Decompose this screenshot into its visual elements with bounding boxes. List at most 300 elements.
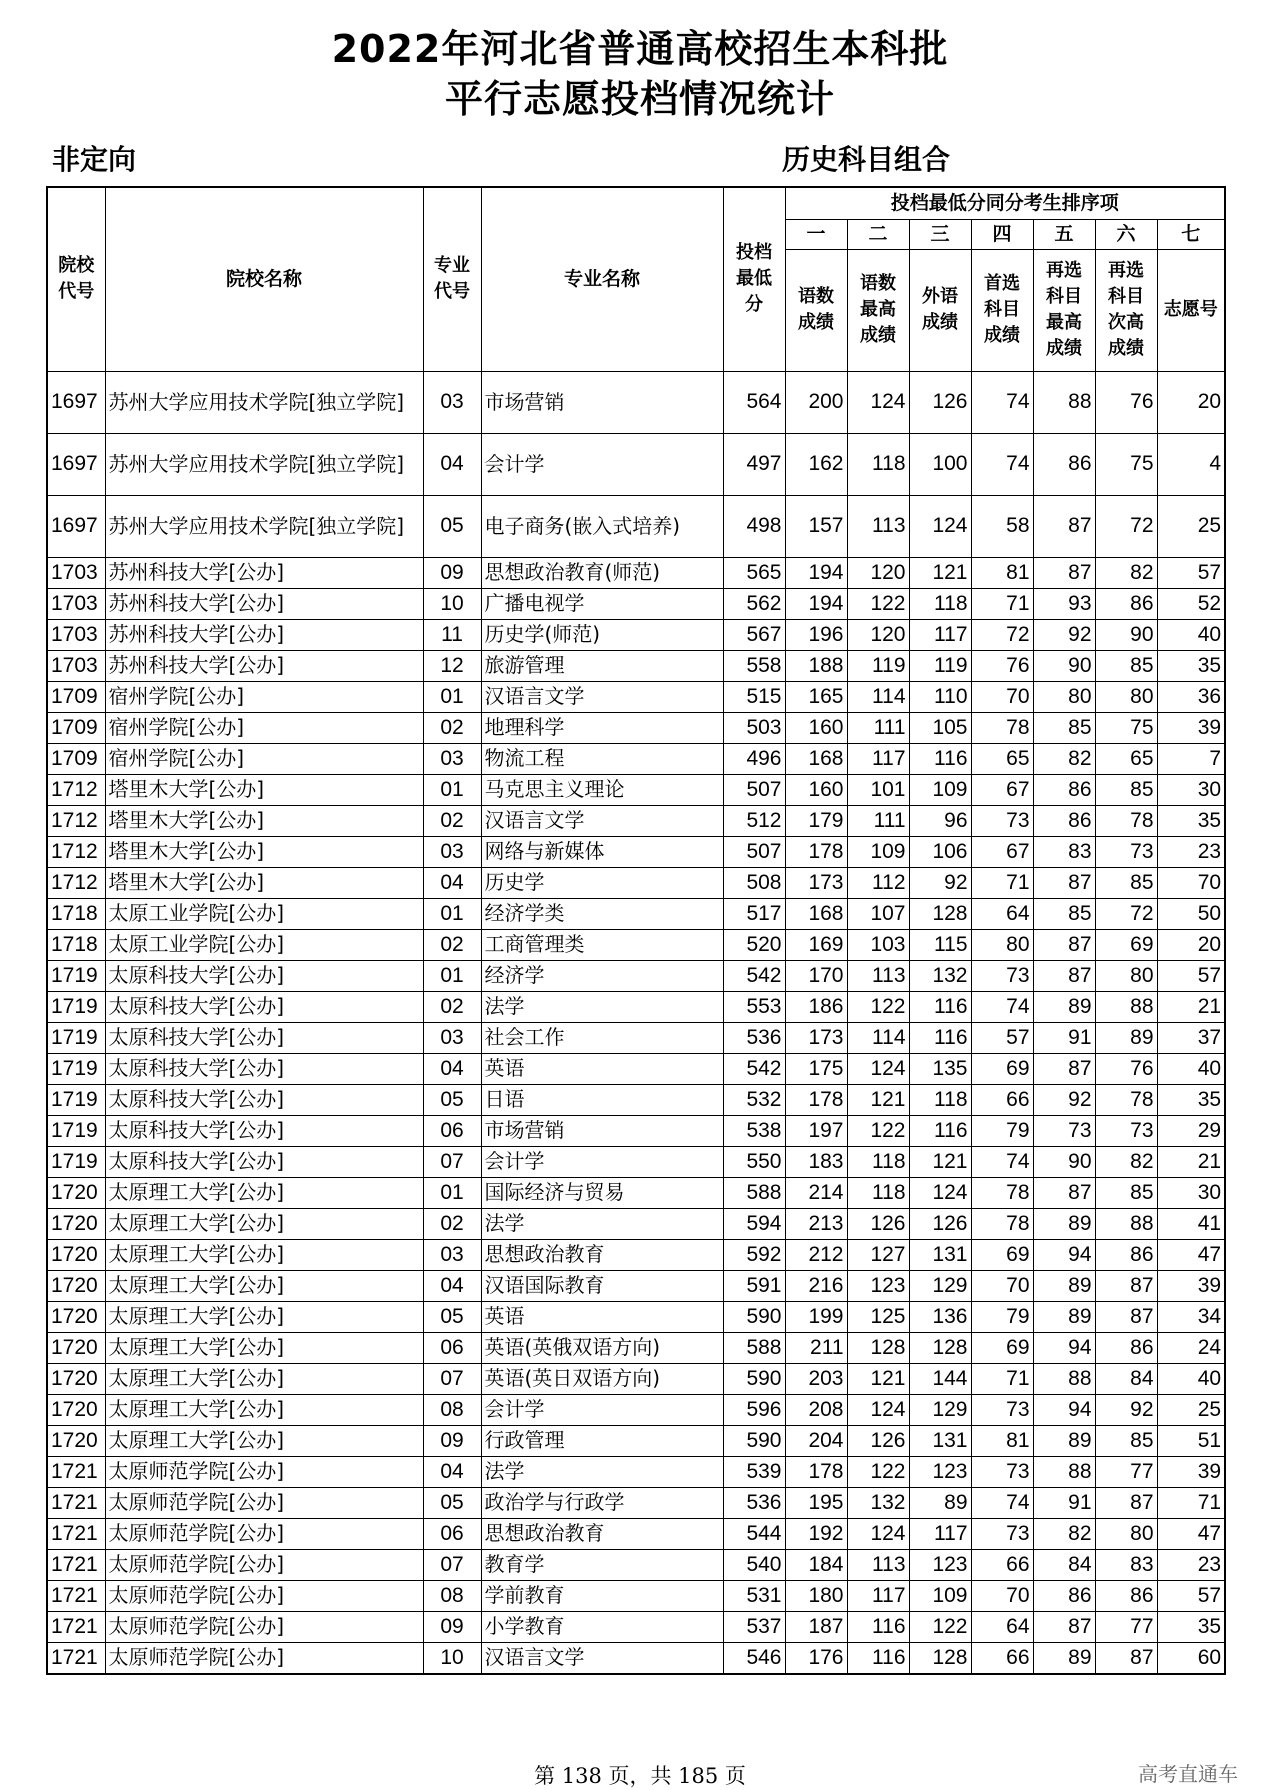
cell-score-chinese-math-max: 114 [847,1022,909,1053]
cell-major-name: 会计学 [481,1146,723,1177]
cell-score-chinese-math-max: 119 [847,650,909,681]
cell-score-first-subject: 79 [971,1301,1033,1332]
cell-score-foreign-lang: 126 [909,371,971,433]
header-rank-group: 投档最低分同分考生排序项 [785,187,1225,219]
table-row [47,774,1225,805]
cell-major-code: 10 [423,1642,481,1674]
cell-school-name: 太原工业学院[公办] [105,929,423,960]
cell-school-name: 苏州科技大学[公办] [105,588,423,619]
cell-school-code: 1721 [47,1549,105,1580]
cell-score-chinese-math: 211 [785,1332,847,1363]
cell-school-code: 1712 [47,805,105,836]
cell-wish-number: 35 [1157,805,1225,836]
cell-score-chinese-math: 162 [785,433,847,495]
table-row [47,1425,1225,1456]
cell-score-first-subject: 79 [971,1115,1033,1146]
cell-school-name: 太原师范学院[公办] [105,1518,423,1549]
cell-major-name: 思想政治教育 [481,1239,723,1270]
cell-score-chinese-math: 173 [785,867,847,898]
table-row [47,1053,1225,1084]
cell-score-first-subject: 73 [971,960,1033,991]
cell-major-name: 日语 [481,1084,723,1115]
table-row [47,1518,1225,1549]
cell-major-name: 地理科学 [481,712,723,743]
cell-major-name: 学前教育 [481,1580,723,1611]
cell-score-chinese-math: 178 [785,1456,847,1487]
cell-wish-number: 39 [1157,1456,1225,1487]
cell-score-chinese-math: 214 [785,1177,847,1208]
cell-min-score: 536 [723,1487,785,1518]
cell-major-code: 01 [423,1177,481,1208]
cell-score-second-subject-max: 87 [1033,1053,1095,1084]
cell-score-foreign-lang: 121 [909,557,971,588]
cell-wish-number: 34 [1157,1301,1225,1332]
cell-score-first-subject: 74 [971,1146,1033,1177]
cell-score-chinese-math-max: 126 [847,1208,909,1239]
cell-score-second-subject-next: 75 [1095,433,1157,495]
cell-score-second-subject-max: 87 [1033,1611,1095,1642]
cell-score-foreign-lang: 96 [909,805,971,836]
cell-score-foreign-lang: 122 [909,1611,971,1642]
cell-school-name: 太原理工大学[公办] [105,1425,423,1456]
cell-major-name: 法学 [481,1208,723,1239]
cell-score-chinese-math: 203 [785,1363,847,1394]
cell-score-chinese-math-max: 126 [847,1425,909,1456]
cell-score-second-subject-next: 86 [1095,1239,1157,1270]
cell-score-second-subject-next: 76 [1095,371,1157,433]
cell-wish-number: 40 [1157,619,1225,650]
table-row [47,433,1225,495]
cell-wish-number: 40 [1157,1363,1225,1394]
cell-score-chinese-math: 197 [785,1115,847,1146]
cell-school-code: 1697 [47,433,105,495]
cell-score-chinese-math: 165 [785,681,847,712]
cell-major-name: 工商管理类 [481,929,723,960]
cell-min-score: 562 [723,588,785,619]
cell-score-chinese-math: 194 [785,588,847,619]
cell-major-name: 法学 [481,991,723,1022]
cell-score-chinese-math-max: 122 [847,1115,909,1146]
cell-major-code: 10 [423,588,481,619]
cell-school-name: 塔里木大学[公办] [105,805,423,836]
cell-major-code: 05 [423,1084,481,1115]
cell-school-name: 塔里木大学[公办] [105,867,423,898]
cell-score-foreign-lang: 117 [909,619,971,650]
cell-score-first-subject: 69 [971,1053,1033,1084]
cell-wish-number: 39 [1157,1270,1225,1301]
table-row [47,1611,1225,1642]
cell-major-name: 会计学 [481,1394,723,1425]
cell-score-chinese-math: 196 [785,619,847,650]
cell-score-second-subject-next: 86 [1095,1332,1157,1363]
cell-school-code: 1703 [47,557,105,588]
cell-score-chinese-math-max: 107 [847,898,909,929]
cell-score-foreign-lang: 126 [909,1208,971,1239]
cell-score-chinese-math: 175 [785,1053,847,1084]
cell-wish-number: 39 [1157,712,1225,743]
cell-score-chinese-math-max: 109 [847,836,909,867]
cell-wish-number: 37 [1157,1022,1225,1053]
table-row [47,371,1225,433]
cell-major-code: 07 [423,1549,481,1580]
table-row [47,681,1225,712]
cell-score-chinese-math-max: 121 [847,1363,909,1394]
cell-score-foreign-lang: 131 [909,1425,971,1456]
cell-major-name: 经济学 [481,960,723,991]
cell-school-code: 1721 [47,1611,105,1642]
cell-wish-number: 20 [1157,929,1225,960]
cell-score-chinese-math: 195 [785,1487,847,1518]
cell-major-code: 06 [423,1332,481,1363]
cell-major-name: 市场营销 [481,371,723,433]
cell-major-code: 04 [423,1270,481,1301]
cell-wish-number: 40 [1157,1053,1225,1084]
cell-score-second-subject-next: 76 [1095,1053,1157,1084]
cell-min-score: 564 [723,371,785,433]
cell-school-name: 太原师范学院[公办] [105,1549,423,1580]
cell-school-name: 宿州学院[公办] [105,712,423,743]
cell-score-second-subject-max: 89 [1033,1301,1095,1332]
cell-score-first-subject: 78 [971,1208,1033,1239]
cell-major-code: 05 [423,495,481,557]
table-row [47,1456,1225,1487]
cell-min-score: 532 [723,1084,785,1115]
cell-score-first-subject: 71 [971,1363,1033,1394]
cell-score-chinese-math-max: 124 [847,1053,909,1084]
cell-score-second-subject-next: 90 [1095,619,1157,650]
cell-score-first-subject: 73 [971,1518,1033,1549]
cell-min-score: 565 [723,557,785,588]
cell-school-code: 1721 [47,1642,105,1674]
cell-major-code: 01 [423,898,481,929]
cell-school-name: 塔里木大学[公办] [105,774,423,805]
cell-major-name: 社会工作 [481,1022,723,1053]
cell-score-chinese-math: 213 [785,1208,847,1239]
cell-school-code: 1721 [47,1456,105,1487]
cell-score-chinese-math-max: 124 [847,371,909,433]
cell-score-chinese-math-max: 113 [847,1549,909,1580]
cell-major-code: 03 [423,743,481,774]
cell-school-name: 太原科技大学[公办] [105,991,423,1022]
table-row [47,1239,1225,1270]
cell-score-second-subject-next: 88 [1095,1208,1157,1239]
cell-score-first-subject: 69 [971,1239,1033,1270]
cell-school-code: 1719 [47,1053,105,1084]
cell-score-chinese-math-max: 124 [847,1518,909,1549]
cell-score-second-subject-max: 85 [1033,712,1095,743]
cell-school-code: 1721 [47,1580,105,1611]
cell-major-name: 教育学 [481,1549,723,1580]
cell-score-chinese-math-max: 116 [847,1642,909,1674]
cell-score-foreign-lang: 129 [909,1394,971,1425]
cell-wish-number: 23 [1157,1549,1225,1580]
cell-wish-number: 30 [1157,774,1225,805]
cell-score-foreign-lang: 116 [909,991,971,1022]
cell-school-code: 1720 [47,1270,105,1301]
cell-school-name: 太原理工大学[公办] [105,1177,423,1208]
cell-score-foreign-lang: 117 [909,1518,971,1549]
cell-school-name: 太原师范学院[公办] [105,1611,423,1642]
cell-score-chinese-math: 169 [785,929,847,960]
cell-min-score: 503 [723,712,785,743]
cell-wish-number: 36 [1157,681,1225,712]
cell-school-name: 塔里木大学[公办] [105,836,423,867]
table-row [47,650,1225,681]
cell-min-score: 594 [723,1208,785,1239]
cell-score-second-subject-next: 75 [1095,712,1157,743]
cell-major-code: 02 [423,712,481,743]
cell-major-code: 02 [423,1208,481,1239]
cell-min-score: 542 [723,1053,785,1084]
cell-score-first-subject: 70 [971,681,1033,712]
cell-score-foreign-lang: 116 [909,1022,971,1053]
cell-school-code: 1720 [47,1208,105,1239]
cell-wish-number: 20 [1157,371,1225,433]
cell-score-foreign-lang: 123 [909,1456,971,1487]
cell-major-name: 汉语国际教育 [481,1270,723,1301]
cell-wish-number: 24 [1157,1332,1225,1363]
cell-min-score: 517 [723,898,785,929]
cell-score-chinese-math-max: 112 [847,867,909,898]
cell-score-foreign-lang: 131 [909,1239,971,1270]
cell-major-code: 12 [423,650,481,681]
cell-score-second-subject-next: 86 [1095,588,1157,619]
header-major-name: 专业名称 [481,187,723,371]
cell-score-chinese-math: 186 [785,991,847,1022]
table-row [47,1084,1225,1115]
header-rank-item: 再选科目次高成绩 [1095,249,1157,371]
cell-min-score: 558 [723,650,785,681]
cell-major-code: 04 [423,867,481,898]
cell-score-first-subject: 74 [971,991,1033,1022]
cell-school-name: 太原师范学院[公办] [105,1487,423,1518]
cell-score-first-subject: 78 [971,712,1033,743]
cell-school-code: 1720 [47,1394,105,1425]
cell-wish-number: 7 [1157,743,1225,774]
header-rank-item: 再选科目最高成绩 [1033,249,1095,371]
cell-major-name: 思想政治教育(师范) [481,557,723,588]
cell-score-second-subject-next: 87 [1095,1301,1157,1332]
cell-score-first-subject: 74 [971,1487,1033,1518]
cell-score-second-subject-max: 87 [1033,1177,1095,1208]
cell-min-score: 497 [723,433,785,495]
cell-school-code: 1703 [47,650,105,681]
cell-score-foreign-lang: 92 [909,867,971,898]
cell-major-code: 04 [423,433,481,495]
cell-min-score: 512 [723,805,785,836]
cell-school-name: 太原理工大学[公办] [105,1301,423,1332]
cell-score-second-subject-next: 82 [1095,1146,1157,1177]
cell-wish-number: 47 [1157,1518,1225,1549]
cell-score-second-subject-next: 77 [1095,1611,1157,1642]
cell-score-foreign-lang: 109 [909,774,971,805]
cell-school-name: 太原理工大学[公办] [105,1270,423,1301]
cell-wish-number: 71 [1157,1487,1225,1518]
cell-min-score: 588 [723,1332,785,1363]
cell-score-second-subject-max: 89 [1033,1642,1095,1674]
cell-score-second-subject-max: 89 [1033,1270,1095,1301]
cell-score-chinese-math: 212 [785,1239,847,1270]
cell-score-chinese-math-max: 114 [847,681,909,712]
cell-score-second-subject-next: 86 [1095,1580,1157,1611]
cell-score-chinese-math: 168 [785,898,847,929]
cell-min-score: 590 [723,1425,785,1456]
table-row [47,836,1225,867]
cell-min-score: 539 [723,1456,785,1487]
cell-school-code: 1709 [47,712,105,743]
cell-major-code: 07 [423,1146,481,1177]
cell-score-first-subject: 57 [971,1022,1033,1053]
cell-school-name: 苏州科技大学[公办] [105,619,423,650]
watermark: 高考直通车 [1138,1762,1238,1786]
cell-score-foreign-lang: 116 [909,1115,971,1146]
cell-school-name: 苏州科技大学[公办] [105,557,423,588]
cell-school-code: 1721 [47,1518,105,1549]
cell-score-second-subject-next: 89 [1095,1022,1157,1053]
cell-score-chinese-math: 187 [785,1611,847,1642]
cell-wish-number: 60 [1157,1642,1225,1674]
cell-min-score: 550 [723,1146,785,1177]
admission-table [46,186,1226,1675]
cell-wish-number: 23 [1157,836,1225,867]
cell-min-score: 588 [723,1177,785,1208]
cell-min-score: 596 [723,1394,785,1425]
cell-min-score: 537 [723,1611,785,1642]
cell-school-name: 太原师范学院[公办] [105,1642,423,1674]
cell-wish-number: 57 [1157,1580,1225,1611]
cell-major-name: 英语(英日双语方向) [481,1363,723,1394]
cell-score-foreign-lang: 124 [909,495,971,557]
cell-major-name: 历史学(师范) [481,619,723,650]
cell-min-score: 590 [723,1301,785,1332]
cell-min-score: 531 [723,1580,785,1611]
cell-school-code: 1719 [47,1084,105,1115]
cell-score-second-subject-max: 83 [1033,836,1095,867]
cell-score-chinese-math: 168 [785,743,847,774]
header-rank-num: 七 [1157,219,1225,249]
table-row [47,805,1225,836]
header-rank-num: 三 [909,219,971,249]
cell-score-first-subject: 70 [971,1580,1033,1611]
cell-score-foreign-lang: 118 [909,1084,971,1115]
table-row [47,991,1225,1022]
cell-score-chinese-math: 194 [785,557,847,588]
cell-major-name: 法学 [481,1456,723,1487]
cell-major-code: 09 [423,557,481,588]
cell-min-score: 553 [723,991,785,1022]
cell-score-first-subject: 64 [971,1611,1033,1642]
cell-score-chinese-math-max: 124 [847,1394,909,1425]
cell-major-name: 网络与新媒体 [481,836,723,867]
cell-school-code: 1709 [47,681,105,712]
header-rank-num: 五 [1033,219,1095,249]
cell-score-foreign-lang: 89 [909,1487,971,1518]
cell-major-name: 历史学 [481,867,723,898]
cell-score-first-subject: 74 [971,371,1033,433]
cell-school-code: 1718 [47,929,105,960]
cell-wish-number: 35 [1157,1084,1225,1115]
table-row [47,1115,1225,1146]
cell-score-second-subject-next: 72 [1095,495,1157,557]
cell-major-code: 06 [423,1518,481,1549]
cell-score-chinese-math: 178 [785,1084,847,1115]
cell-min-score: 542 [723,960,785,991]
cell-score-chinese-math: 170 [785,960,847,991]
cell-wish-number: 25 [1157,495,1225,557]
cell-wish-number: 29 [1157,1115,1225,1146]
cell-score-second-subject-max: 90 [1033,1146,1095,1177]
header-min-score: 投档最低分 [723,187,785,371]
cell-score-second-subject-next: 84 [1095,1363,1157,1394]
cell-score-chinese-math: 208 [785,1394,847,1425]
cell-score-first-subject: 70 [971,1270,1033,1301]
page-title-line2: 平行志愿投档情况统计 [444,77,835,121]
cell-score-second-subject-next: 87 [1095,1270,1157,1301]
cell-min-score: 515 [723,681,785,712]
cell-min-score: 507 [723,836,785,867]
header-school-code: 院校代号 [47,187,105,371]
cell-score-second-subject-next: 85 [1095,867,1157,898]
cell-score-second-subject-max: 89 [1033,1425,1095,1456]
cell-min-score: 536 [723,1022,785,1053]
cell-score-second-subject-max: 84 [1033,1549,1095,1580]
cell-score-chinese-math-max: 118 [847,1177,909,1208]
cell-score-chinese-math: 192 [785,1518,847,1549]
cell-school-code: 1720 [47,1177,105,1208]
cell-school-code: 1719 [47,1115,105,1146]
table-row [47,712,1225,743]
cell-wish-number: 47 [1157,1239,1225,1270]
cell-score-second-subject-next: 82 [1095,557,1157,588]
cell-score-chinese-math-max: 118 [847,1146,909,1177]
cell-score-foreign-lang: 105 [909,712,971,743]
cell-score-foreign-lang: 135 [909,1053,971,1084]
cell-score-foreign-lang: 136 [909,1301,971,1332]
cell-major-code: 09 [423,1611,481,1642]
cell-major-code: 03 [423,1239,481,1270]
cell-min-score: 538 [723,1115,785,1146]
cell-major-code: 05 [423,1301,481,1332]
cell-score-second-subject-max: 82 [1033,743,1095,774]
cell-score-foreign-lang: 119 [909,650,971,681]
header-rank-item: 语数成绩 [785,249,847,371]
cell-score-first-subject: 67 [971,836,1033,867]
cell-score-foreign-lang: 100 [909,433,971,495]
cell-school-name: 苏州科技大学[公办] [105,650,423,681]
table-row [47,929,1225,960]
table-row [47,1270,1225,1301]
table-row [47,1208,1225,1239]
cell-wish-number: 52 [1157,588,1225,619]
cell-major-name: 市场营销 [481,1115,723,1146]
cell-score-chinese-math-max: 123 [847,1270,909,1301]
cell-score-chinese-math-max: 127 [847,1239,909,1270]
header-rank-item: 首选科目成绩 [971,249,1033,371]
header-rank-num: 二 [847,219,909,249]
cell-score-second-subject-max: 87 [1033,929,1095,960]
table-row [47,1580,1225,1611]
cell-school-name: 太原科技大学[公办] [105,960,423,991]
cell-wish-number: 57 [1157,557,1225,588]
cell-score-chinese-math-max: 122 [847,1456,909,1487]
cell-score-chinese-math-max: 120 [847,557,909,588]
cell-score-second-subject-max: 87 [1033,867,1095,898]
header-major-code: 专业代号 [423,187,481,371]
cell-score-first-subject: 71 [971,867,1033,898]
cell-school-name: 太原科技大学[公办] [105,1053,423,1084]
cell-score-foreign-lang: 109 [909,1580,971,1611]
cell-school-code: 1703 [47,619,105,650]
